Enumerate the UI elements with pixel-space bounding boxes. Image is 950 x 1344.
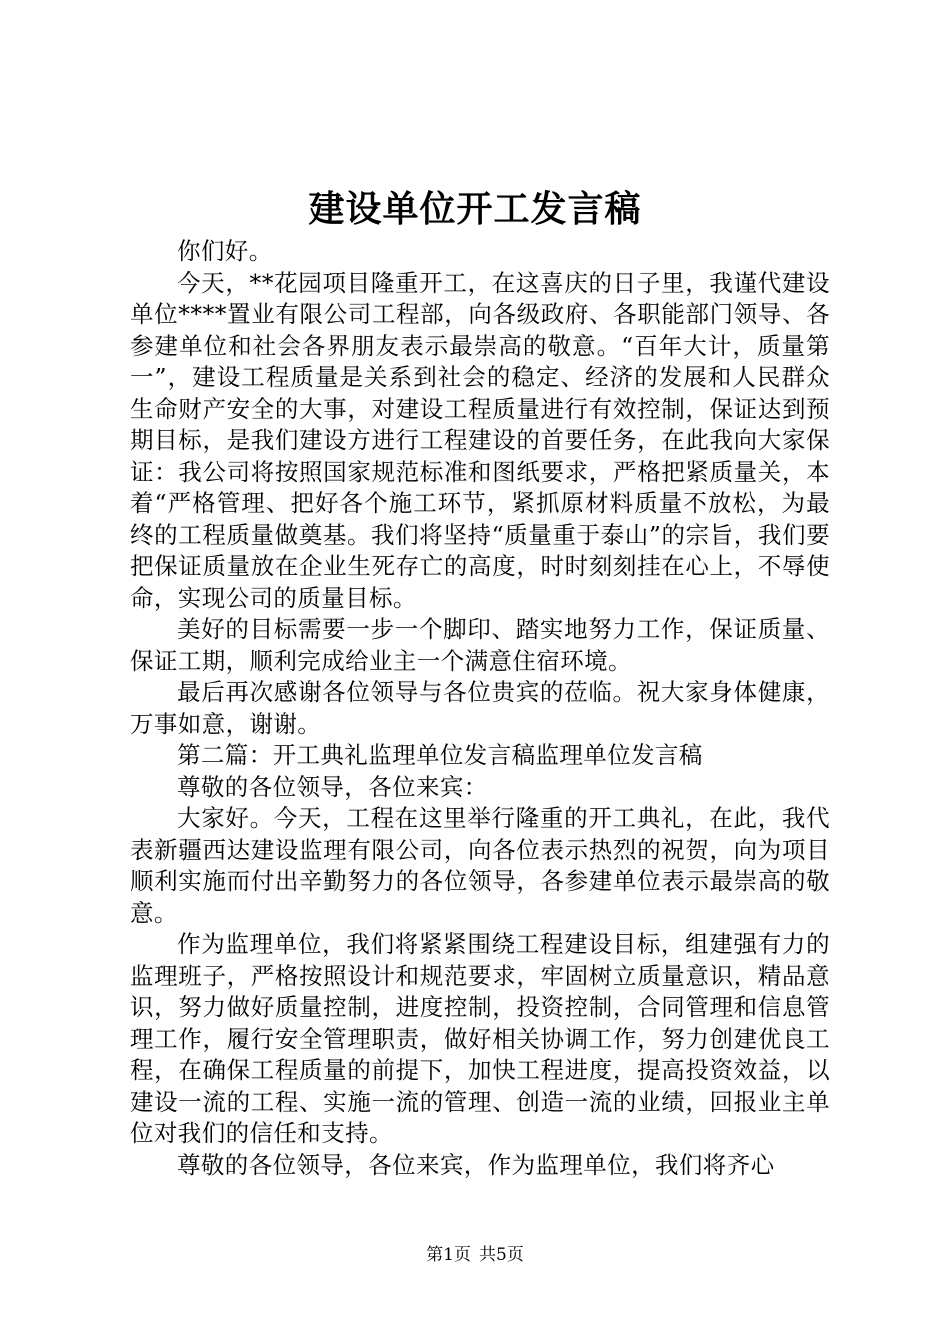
- paragraph-supervision-commitment: 作为监理单位，我们将紧紧围绕工程建设目标，组建强有力的监理班子，严格按照设计和规范要求，牢固树立质量意识，精品意识，努力做好质量控制，进度控制，投资控制，合同管理和信息管理工作，履行安全管理职责，做好相关协调工作，努力创建优良工程，在确保工程质量的前提下，加快工程进度，提高投资效益，以建设一流的工程、实施一流的管理、创造一流的业绩，回报业主单位对我们的信任和支持。: [130, 930, 830, 1147]
- paragraph-thanks: 最后再次感谢各位领导与各位贵宾的莅临。祝大家身体健康，万事如意，谢谢。: [130, 678, 830, 738]
- paragraph-section-heading: 第二篇：开工典礼监理单位发言稿监理单位发言稿: [177, 741, 703, 769]
- paragraph-quality-commitment: 今天，**花园项目隆重开工，在这喜庆的日子里，我谨代建设单位****置业有限公司工程部，向各级政府、各职能部门领导、各参建单位和社会各界朋友表示最崇高的敬意。“百年大计，质量第一”，建设工程质量是关系到社会的稳定、经济的发展和人民群众生命财产安全的大事，对建设工程质量进行有效控制，保证达到预期目标，是我们建设方进行工程建设的首要任务，在此我向大家保证：我公司将按照国家规范标准和图纸要求，严格把紧质量关，本着“严格管理、把好各个施工环节，紧抓原材料质量不放松，为最终的工程质量做奠基。我们将坚持“质量重于泰山”的宗旨，我们要把保证质量放在企业生死存亡的高度，时时刻刻挂在心上，不辱使命，实现公司的质量目标。: [130, 268, 830, 612]
- paragraph-salutation: 尊敬的各位领导，各位来宾：: [177, 772, 488, 801]
- document-body: [130, 236, 830, 1181]
- paragraph-closing-partial: 尊敬的各位领导，各位来宾，作为监理单位，我们将齐心: [177, 1150, 775, 1179]
- page-footer: [0, 1243, 950, 1267]
- page-total: 共5页: [479, 1245, 524, 1265]
- paragraph-congratulation: 大家好。今天，工程在这里举行隆重的开工典礼，在此，我代表新疆西达建设监理有限公司，向各位表示热烈的祝贺，向为项目顺利实施而付出辛勤努力的各位领导，各参建单位表示最崇高的敬意。: [130, 804, 830, 927]
- paragraph-goal: 美好的目标需要一步一个脚印、踏实地努力工作，保证质量、保证工期，顺利完成给业主一个满意住宿环境。: [130, 615, 830, 675]
- page-number: 第1页: [426, 1245, 471, 1265]
- document-title: 建设单位开工发言稿: [308, 188, 642, 230]
- paragraph-greeting: 你们好。: [177, 237, 273, 265]
